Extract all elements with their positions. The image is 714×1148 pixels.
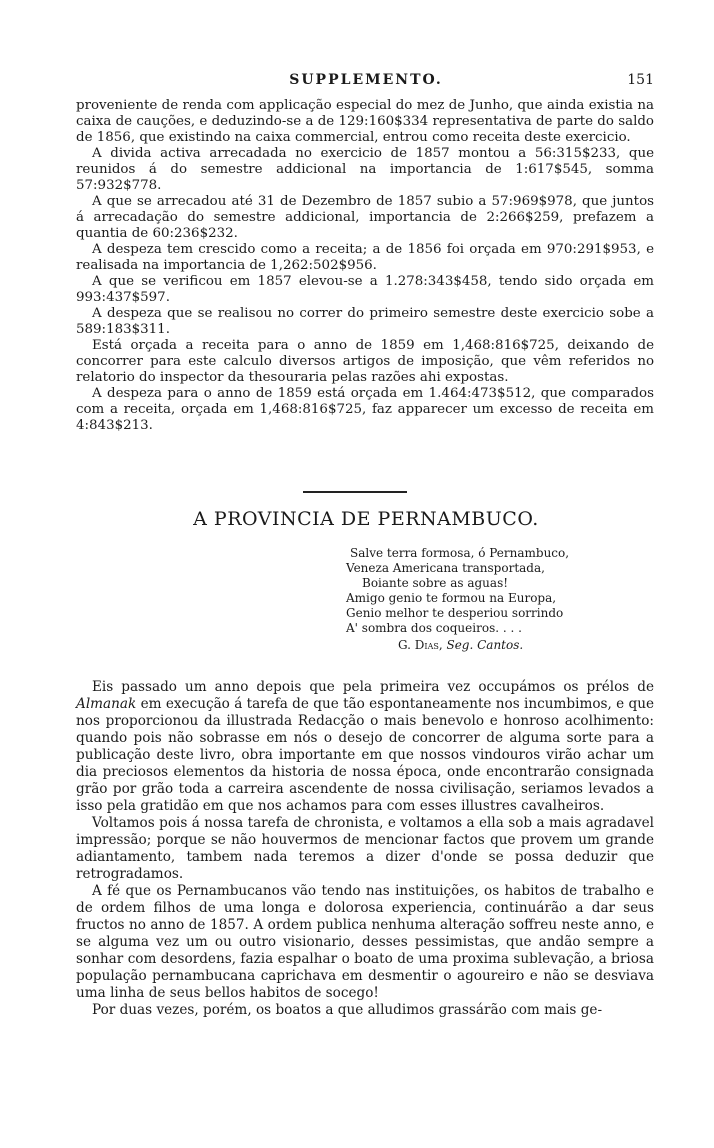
finance-text-block [76, 98, 654, 434]
paragraph: A fé que os Pernambucanos vão tendo nas instituições, os habitos de trabalho e de ordem filhos de uma longa e dolorosa experiencia, continuárão a dar seus fructos no anno de 1857. A ordem publica nenhuma alteração soffreu neste anno, e se alguma vez um ou outro visionario, desses pessimistas, que andão sempre a sonhar com desordens, fazia espalhar o boato de uma proxima sublevação, a briosa população pernambucana caprichava em desmentir o agoureiro e não se desviava uma linha de seus bellos habitos de socego! [76, 883, 654, 1001]
article-text-block [76, 679, 654, 1019]
epigraph-line: Veneza Americana transportada, [346, 561, 545, 575]
running-head: SUPPLEMENTO. [289, 72, 443, 88]
paragraph-continued: proveniente de renda com applicação especial do mez de Junho, que ainda existia na caixa de cauções, e deduzindo-se a de 129:160$334 representativa de parte do saldo de 1856, que existindo na caixa commercial, entrou como receita deste exercicio. [76, 98, 654, 145]
paragraph-text: em execução á tarefa de que tão espontaneamente nos incumbimos, e que nos proporcionou da illustrada Redacção o mais benevolo e honroso acolhimento: quando pois não sobrasse em nós o desejo de concorrer de alguma sorte para a publicação deste livro, obra importante em que nossos vindouros virão achar um dia preciosos elementos da historia de nossa época, onde encontrarão consignada grão por grão toda a carreira ascendente de nossa civilisação, seriamos levados a isso pela gratidão em que nos achamos para com esses illustres cavalheiros. [76, 696, 655, 814]
page-header [78, 72, 654, 94]
epigraph-line: Boiante sobre as aguas! [362, 576, 509, 590]
epigraph [346, 546, 656, 653]
paragraph: A que se arrecadou até 31 de Dezembro de 1857 subio a 57:969$978, que juntos á arrecadação do semestre addicional, importancia de 2:266$259, prefazem a quantia de 60:236$232. [76, 194, 654, 241]
paragraph: Por duas vezes, porém, os boatos a que alludimos grassárão com mais ge- [92, 1002, 603, 1018]
paragraph: A despeza para o anno de 1859 está orçada em 1.464:473$512, que comparados com a receita, orçada em 1,468:816$725, faz apparecer um excesso de receita em 4:843$213. [76, 386, 654, 433]
epigraph-line: Genio melhor te desperiou sorrindo [346, 606, 564, 620]
section-divider [303, 491, 407, 493]
epigraph-line: Salve terra formosa, ó Pernambuco, [350, 546, 570, 560]
epigraph-line: A' sombra dos coqueiros. . . . [346, 621, 522, 635]
almanak-title: Almanak [76, 696, 137, 712]
paragraph-text: Eis passado um anno depois que pela primeira vez occupámos os prélos de [92, 679, 654, 695]
paragraph: A despeza tem crescido como a receita; a de 1856 foi orçada em 970:291$953, e realisada na importancia de 1,262:502$956. [76, 242, 654, 273]
paragraph: A divida activa arrecadada no exercicio de 1857 montou a 56:315$233, que reunidos á do semestre addicional na importancia de 1:617$545, somma 57:932$778. [76, 146, 654, 193]
attribution-work: Seg. Cantos. [446, 638, 524, 652]
paragraph: Está orçada a receita para o anno de 1859 em 1,468:816$725, deixando de concorrer para este calculo diversos artigos de imposição, que vêm referidos no relatorio do inspector da thesouraria pelas razões ahi expostas. [76, 338, 654, 385]
attribution-author: G. Dias, [398, 638, 443, 652]
paragraph: A despeza que se realisou no correr do primeiro semestre deste exercicio sobe a 589:183$311. [76, 306, 654, 337]
paragraph: Voltamos pois á nossa tarefa de chronista, e voltamos a ella sob a mais agradavel impressão; porque se não houvermos de mencionar factos que provem um grande adiantamento, tambem nada teremos a dizer d'onde se possa deduzir que retrogradamos. [76, 815, 654, 882]
epigraph-attribution [346, 638, 656, 653]
section-title: A PROVINCIA DE PERNAMBUCO. [193, 508, 539, 530]
page-number: 151 [627, 72, 654, 88]
paragraph: A que se verificou em 1857 elevou-se a 1.278:343$458, tendo sido orçada em 993:437$597. [76, 274, 654, 305]
paragraph [76, 679, 654, 815]
epigraph-line: Amigo genio te formou na Europa, [346, 591, 557, 605]
